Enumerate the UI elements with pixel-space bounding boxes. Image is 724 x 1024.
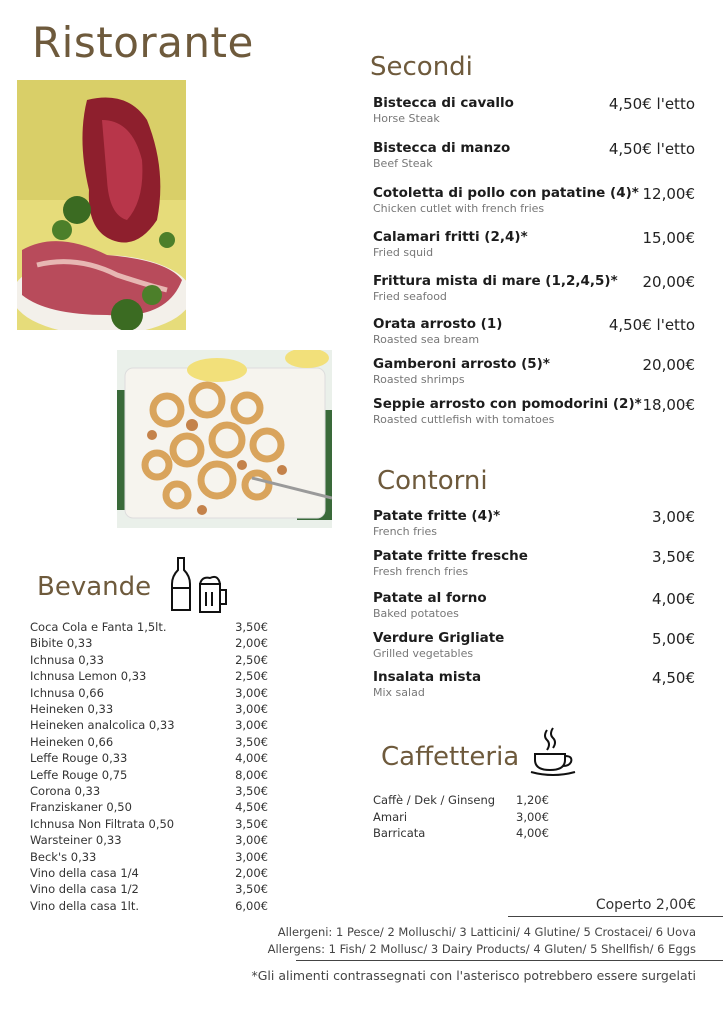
item-name: Calamari fritti (2,4)*: [373, 229, 528, 245]
menu-item: [373, 590, 695, 620]
page-title: Ristorante: [32, 18, 254, 67]
coffee-row: [373, 826, 549, 840]
fried-squid-photo: [117, 350, 332, 528]
drink-name: Ichnusa Lemon 0,33: [30, 669, 147, 684]
drink-name: Heineken analcolica 0,33: [30, 718, 175, 733]
item-description: Roasted shrimps: [373, 373, 465, 386]
item-name: Gamberoni arrosto (5)*: [373, 356, 550, 372]
menu-item: [373, 229, 695, 259]
drink-price: 3,00€: [235, 702, 268, 716]
item-description: Roasted sea bream: [373, 333, 480, 346]
drink-row: [30, 735, 268, 751]
coffee-name: Amari: [373, 810, 408, 824]
coffee-row: [373, 793, 549, 807]
divider: [296, 960, 723, 961]
drink-price: 3,50€: [235, 882, 268, 897]
asterisk-note: *Gli alimenti contrassegnati con l'asterisco potrebbero essere surgelati: [251, 968, 696, 983]
item-price: 3,00€: [652, 508, 695, 526]
drink-name: Beck's 0,33: [30, 849, 97, 864]
menu-item: [373, 356, 695, 386]
item-name: Insalata mista: [373, 669, 482, 685]
drink-name: Coca Cola e Fanta 1,5lt.: [30, 620, 167, 634]
drink-price: 8,00€: [235, 767, 268, 782]
drink-price: 3,50€: [235, 816, 268, 831]
drink-name: Bibite 0,33: [30, 636, 93, 651]
menu-item: [373, 630, 695, 660]
secondi-heading: Secondi: [370, 52, 473, 82]
item-name: Verdure Grigliate: [373, 630, 505, 646]
item-description: Beef Steak: [373, 157, 433, 170]
drink-name: Leffe Rouge 0,75: [30, 767, 128, 782]
item-price: 5,00€: [652, 630, 695, 648]
item-name: Orata arrosto (1): [373, 316, 503, 332]
coffee-price: 4,00€: [516, 826, 549, 840]
item-description: French fries: [373, 525, 438, 538]
menu-item: [373, 95, 695, 125]
item-name: Patate al forno: [373, 590, 487, 606]
item-price: 3,50€: [652, 548, 695, 566]
menu-item: [373, 396, 695, 426]
coffee-price: 1,20€: [516, 793, 549, 807]
drink-price: 6,00€: [235, 898, 268, 913]
contorni-heading: Contorni: [377, 466, 488, 496]
caffetteria-heading: Caffetteria: [381, 742, 520, 772]
drink-price: 2,50€: [235, 669, 268, 684]
drink-row: [30, 636, 268, 652]
item-description: Chicken cutlet with french fries: [373, 202, 545, 215]
item-description: Mix salad: [373, 686, 425, 699]
item-name: Cotoletta di pollo con patatine (4)*: [373, 185, 639, 201]
divider: [508, 916, 723, 917]
item-name: Seppie arrosto con pomodorini (2)*: [373, 396, 642, 412]
drink-price: 2,00€: [235, 866, 268, 880]
item-price: 12,00€: [642, 185, 695, 203]
drink-name: Heineken 0,33: [30, 702, 114, 716]
drink-row: [30, 653, 268, 669]
item-description: Horse Steak: [373, 112, 440, 125]
item-description: Fried squid: [373, 246, 434, 259]
coffee-cup-icon: [527, 726, 579, 778]
drink-name: Corona 0,33: [30, 784, 101, 798]
drink-price: 4,00€: [235, 751, 268, 766]
allergeni-italian: Allergeni: 1 Pesce/ 2 Molluschi/ 3 Latticini/ 4 Glutine/ 5 Crostacei/ 6 Uova: [277, 925, 696, 939]
item-name: Patate fritte fresche: [373, 548, 528, 564]
drink-name: Ichnusa Non Filtrata 0,50: [30, 816, 175, 831]
coffee-name: Caffè / Dek / Ginseng: [373, 793, 496, 807]
steak-photo: [17, 80, 186, 330]
drink-name: Vino della casa 1lt.: [30, 898, 139, 913]
drink-row: [30, 768, 268, 784]
item-price: 4,50€ l'etto: [608, 95, 695, 113]
item-price: 4,50€: [652, 669, 695, 687]
drink-price: 2,50€: [235, 652, 268, 667]
drink-row: [30, 882, 268, 898]
drink-name: Heineken 0,66: [30, 734, 114, 749]
drink-row: [30, 866, 268, 882]
drink-row: [30, 833, 268, 849]
coffee-price: 3,00€: [516, 810, 549, 824]
drink-row: [30, 899, 268, 915]
item-price: 18,00€: [642, 396, 695, 414]
drink-price: 3,50€: [235, 784, 268, 798]
menu-item: [373, 508, 695, 538]
item-price: 4,00€: [652, 590, 695, 608]
item-description: Roasted cuttlefish with tomatoes: [373, 413, 555, 426]
drink-price: 3,00€: [235, 849, 268, 864]
drink-row: [30, 669, 268, 685]
beer-bottle-mug-icon: [164, 554, 232, 616]
drink-row: [30, 800, 268, 816]
item-description: Fresh french fries: [373, 565, 469, 578]
drink-row: [30, 850, 268, 866]
menu-item: [373, 140, 695, 170]
menu-item: [373, 316, 695, 346]
drink-price: 2,00€: [235, 636, 268, 651]
drink-name: Leffe Rouge 0,33: [30, 751, 128, 766]
drink-price: 3,00€: [235, 718, 268, 733]
bevande-heading: Bevande: [37, 572, 152, 602]
drink-price: 3,50€: [235, 620, 268, 634]
drink-name: Ichnusa 0,33: [30, 652, 104, 667]
item-price: 4,50€ l'etto: [608, 140, 695, 158]
drink-price: 3,00€: [235, 833, 268, 848]
item-name: Frittura mista di mare (1,2,4,5)*: [373, 273, 618, 289]
item-description: Grilled vegetables: [373, 647, 474, 660]
coffee-row: [373, 810, 549, 824]
menu-item: [373, 548, 695, 578]
item-name: Bistecca di cavallo: [373, 95, 514, 111]
drink-row: [30, 686, 268, 702]
item-price: 20,00€: [642, 356, 695, 374]
allergeni-english: Allergens: 1 Fish/ 2 Mollusc/ 3 Dairy Products/ 4 Gluten/ 5 Shellfish/ 6 Eggs: [267, 942, 696, 956]
item-price: 20,00€: [642, 273, 695, 291]
drink-row: [30, 751, 268, 767]
item-name: Bistecca di manzo: [373, 140, 511, 156]
drink-name: Vino della casa 1/4: [30, 866, 139, 880]
drink-row: [30, 620, 268, 636]
drink-row: [30, 784, 268, 800]
drink-name: Ichnusa 0,66: [30, 685, 104, 700]
item-description: Baked potatoes: [373, 607, 459, 620]
drink-price: 3,00€: [235, 685, 268, 700]
coperto-text: Coperto 2,00€: [595, 897, 696, 913]
drink-price: 3,50€: [235, 734, 268, 749]
item-name: Patate fritte (4)*: [373, 508, 501, 524]
menu-item: [373, 185, 695, 215]
menu-item: [373, 669, 695, 699]
menu-item: [373, 273, 695, 303]
drink-row: [30, 702, 268, 718]
drink-name: Warsteiner 0,33: [30, 833, 122, 848]
drink-name: Franziskaner 0,50: [30, 800, 132, 815]
item-description: Fried seafood: [373, 290, 447, 303]
drink-row: [30, 718, 268, 734]
item-price: 15,00€: [642, 229, 695, 247]
drink-name: Vino della casa 1/2: [30, 882, 139, 897]
coffee-name: Barricata: [373, 826, 426, 840]
drink-price: 4,50€: [235, 800, 268, 815]
item-price: 4,50€ l'etto: [608, 316, 695, 334]
drink-row: [30, 817, 268, 833]
